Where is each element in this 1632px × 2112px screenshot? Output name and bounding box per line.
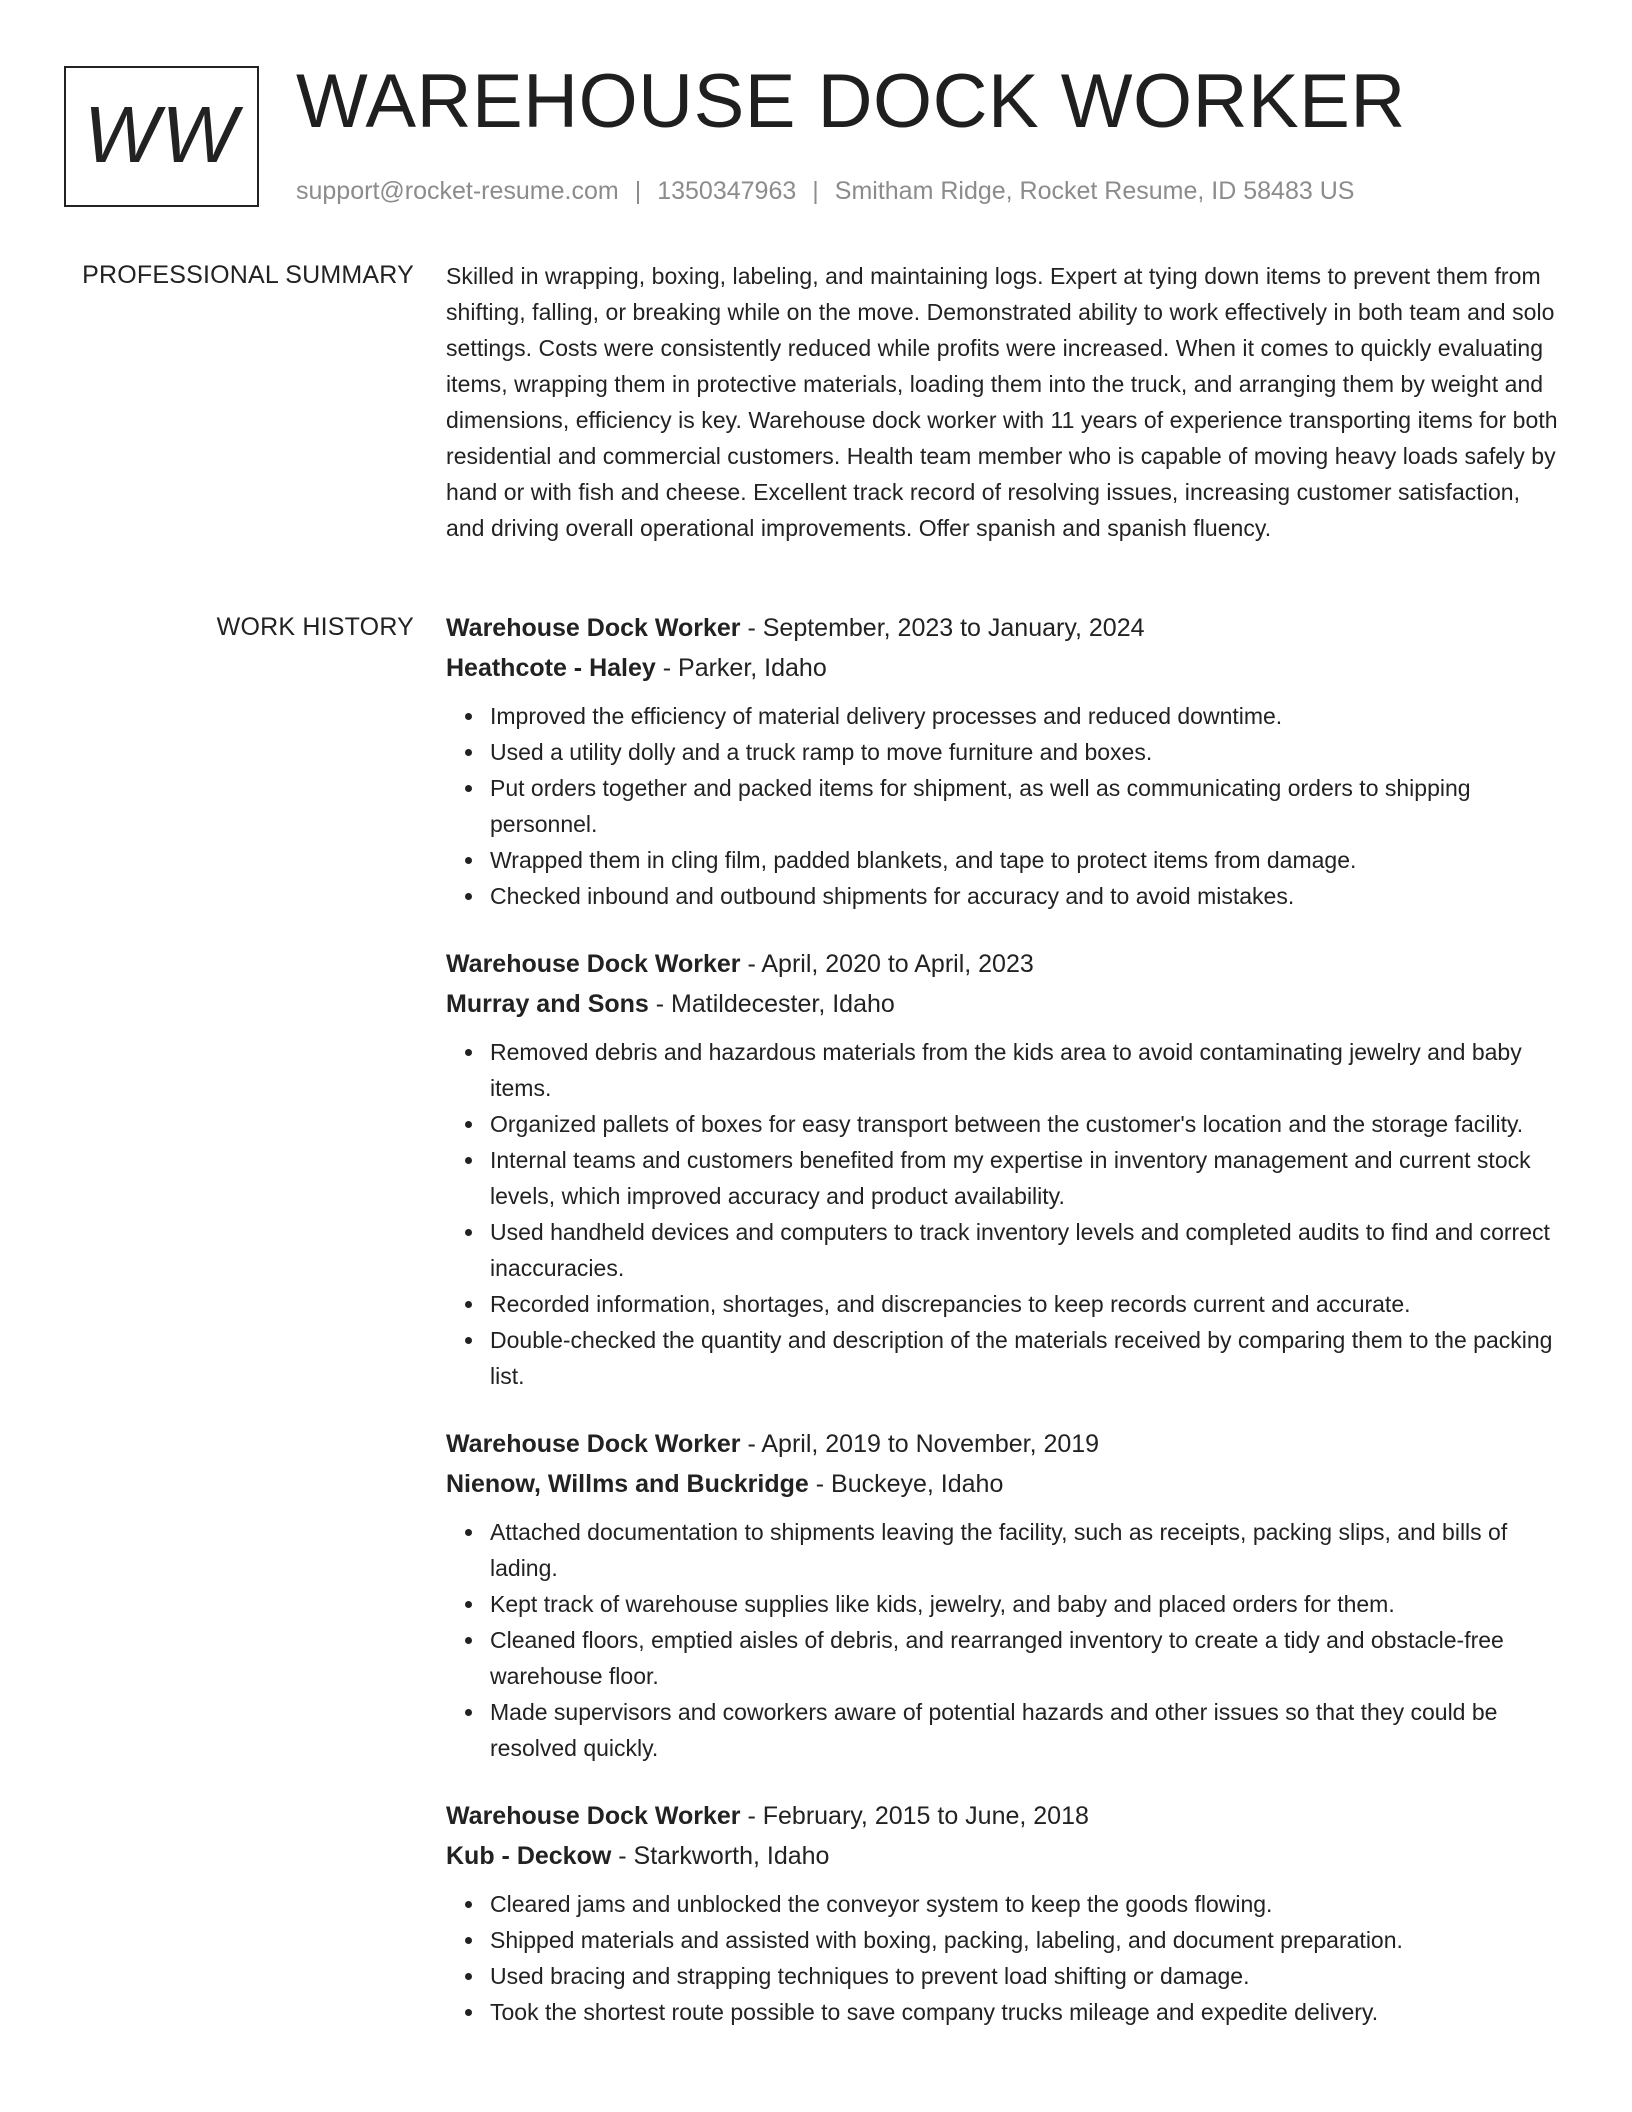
job-company-line [446, 1836, 1564, 1876]
job-bullets [446, 1034, 1564, 1394]
job-title: Warehouse Dock Worker [446, 1802, 741, 1830]
job-bullet: Recorded information, shortages, and discrepancies to keep records current and accurate. [490, 1286, 1564, 1322]
job-company-line [446, 648, 1564, 688]
job-title: Warehouse Dock Worker [446, 1430, 741, 1458]
job-bullet: Used a utility dolly and a truck ramp to move furniture and boxes. [490, 734, 1564, 770]
job-bullet: Internal teams and customers benefited from my expertise in inventory management and current stock levels, which improved accuracy and product availability. [490, 1142, 1564, 1214]
contact-address: Smitham Ridge, Rocket Resume, ID 58483 US [834, 177, 1355, 205]
job-bullet: Kept track of warehouse supplies like kids, jewelry, and baby and placed orders for them. [490, 1586, 1564, 1622]
job-bullet: Cleared jams and unblocked the conveyor system to keep the goods flowing. [490, 1886, 1564, 1922]
job-title-line [446, 1796, 1564, 1836]
job-location: - Matildecester, Idaho [648, 990, 895, 1018]
job-company: Kub - Deckow [446, 1842, 612, 1870]
job-entry [446, 1424, 1564, 1766]
job-bullets [446, 1886, 1564, 2030]
job-bullets [446, 1514, 1564, 1766]
job-bullet: Checked inbound and outbound shipments for accuracy and to avoid mistakes. [490, 878, 1564, 914]
summary-text: Skilled in wrapping, boxing, labeling, and maintaining logs. Expert at tying down items to prevent them from shifting, falling, or breaking while on the move. Demonstrated ability to work effectively in both team and solo settings. Costs were consistently reduced while profits were increased. When it comes to quickly evaluating items, wrapping them in protective materials, loading them into the truck, and arranging them by weight and dimensions, efficiency is key. Warehouse dock worker with 11 years of experience transporting items for both residential and commercial customers. Health team member who is capable of moving heavy loads safely by hand or with fish and cheese. Excellent track record of resolving issues, increasing customer satisfaction, and driving overall operational improvements. Offer spanish and spanish fluency. [446, 263, 1558, 541]
job-bullet: Improved the efficiency of material delivery processes and reduced downtime. [490, 698, 1564, 734]
section-label-work-history: WORK HISTORY [216, 613, 414, 641]
job-company: Murray and Sons [446, 990, 649, 1018]
job-dates: - September, 2023 to January, 2024 [740, 614, 1145, 642]
job-bullet: Used bracing and strapping techniques to prevent load shifting or damage. [490, 1958, 1564, 1994]
job-entry [446, 944, 1564, 1394]
job-dates: - April, 2019 to November, 2019 [740, 1430, 1100, 1458]
job-title-line [446, 944, 1564, 984]
job-location: - Buckeye, Idaho [808, 1470, 1004, 1498]
contact-separator: | [812, 177, 819, 205]
section-label-summary: PROFESSIONAL SUMMARY [82, 261, 414, 289]
job-bullet: Organized pallets of boxes for easy transport between the customer's location and the storage facility. [490, 1106, 1564, 1142]
job-company-line [446, 984, 1564, 1024]
job-bullets [446, 698, 1564, 914]
job-dates: - April, 2020 to April, 2023 [740, 950, 1034, 978]
summary-body [446, 258, 1564, 546]
work-history-body [446, 608, 1564, 2060]
job-entry [446, 1796, 1564, 2030]
resume-title: WAREHOUSE DOCK WORKER [296, 59, 1406, 144]
job-bullet: Took the shortest route possible to save company trucks mileage and expedite delivery. [490, 1994, 1564, 2030]
job-bullet: Made supervisors and coworkers aware of potential hazards and other issues so that they could be resolved quickly. [490, 1694, 1564, 1766]
job-title: Warehouse Dock Worker [446, 950, 741, 978]
job-bullet: Removed debris and hazardous materials from the kids area to avoid contaminating jewelry and baby items. [490, 1034, 1564, 1106]
job-entry [446, 608, 1564, 914]
job-title-line [446, 608, 1564, 648]
job-bullet: Cleaned floors, emptied aisles of debris, and rearranged inventory to create a tidy and obstacle-free warehouse floor. [490, 1622, 1564, 1694]
job-location: - Starkworth, Idaho [611, 1842, 830, 1870]
job-title-line [446, 1424, 1564, 1464]
job-bullet: Double-checked the quantity and description of the materials received by comparing them to the packing list. [490, 1322, 1564, 1394]
contact-phone[interactable]: 1350347963 [657, 177, 797, 205]
monogram-initials: WW [83, 89, 239, 179]
job-bullet: Wrapped them in cling film, padded blankets, and tape to protect items from damage. [490, 842, 1564, 878]
job-title: Warehouse Dock Worker [446, 614, 741, 642]
job-location: - Parker, Idaho [655, 654, 827, 682]
contact-email[interactable]: support@rocket-resume.com [296, 177, 619, 205]
job-bullet: Used handheld devices and computers to track inventory levels and completed audits to find and correct inaccuracies. [490, 1214, 1564, 1286]
job-bullet: Attached documentation to shipments leaving the facility, such as receipts, packing slips, and bills of lading. [490, 1514, 1564, 1586]
job-dates: - February, 2015 to June, 2018 [740, 1802, 1089, 1830]
job-company: Heathcote - Haley [446, 654, 656, 682]
monogram-box [64, 66, 259, 207]
job-bullet: Put orders together and packed items for shipment, as well as communicating orders to shipping personnel. [490, 770, 1564, 842]
job-company-line [446, 1464, 1564, 1504]
job-company: Nienow, Willms and Buckridge [446, 1470, 809, 1498]
contact-line [296, 174, 1354, 208]
job-bullet: Shipped materials and assisted with boxing, packing, labeling, and document preparation. [490, 1922, 1564, 1958]
contact-separator: | [634, 177, 642, 205]
